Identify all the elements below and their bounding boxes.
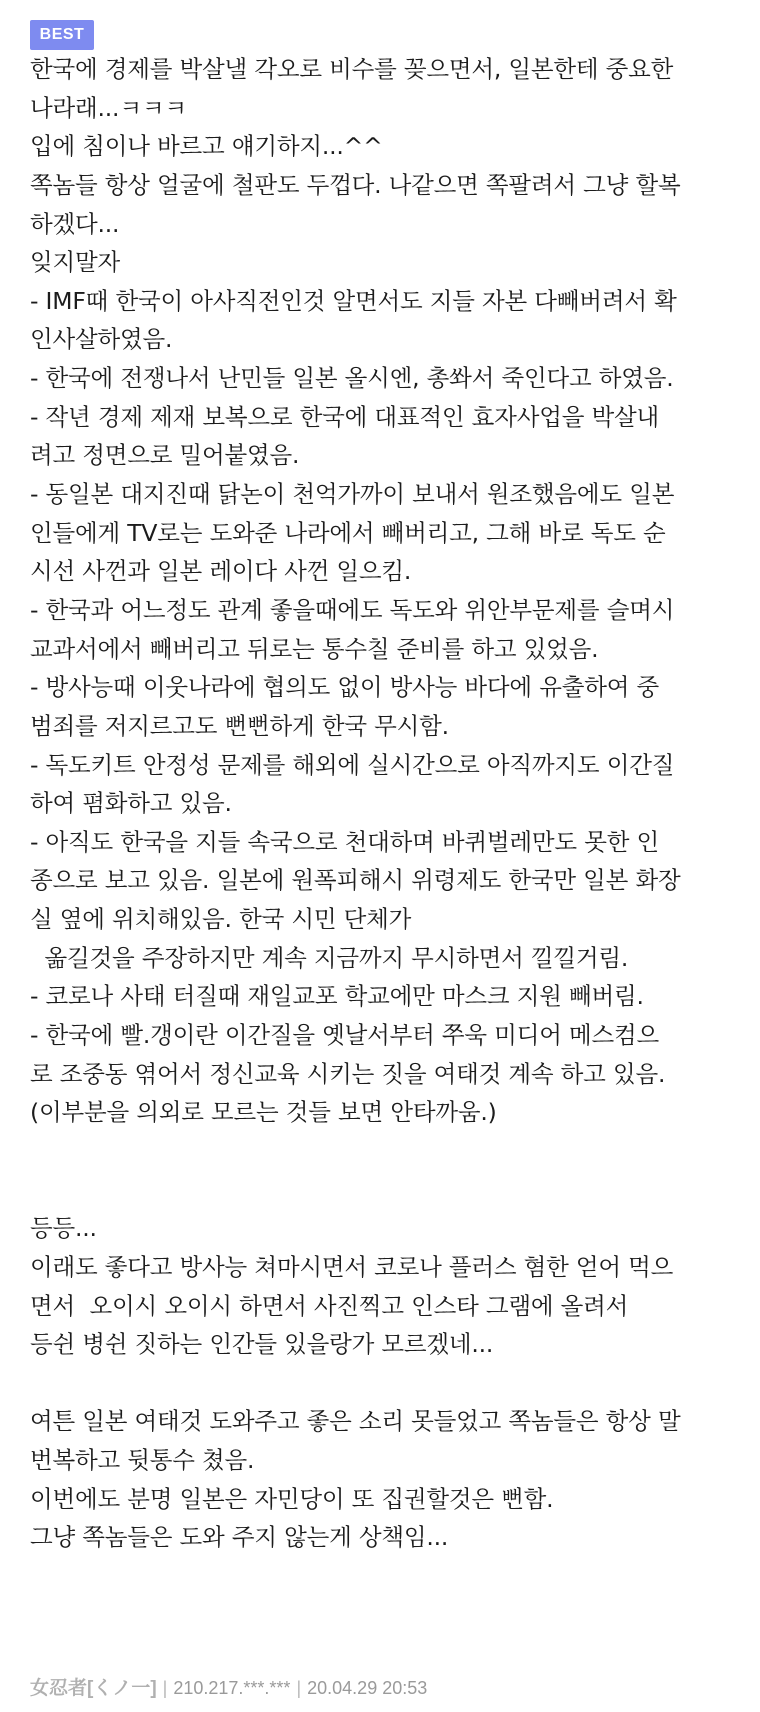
comment-line: - 동일본 대지진때 닭논이 천억가까이 보내서 원조했음에도 일본 [30,480,675,509]
comment-line: 하여 폄화하고 있음. [30,789,232,818]
comment-line: 이번에도 분명 일본은 자민당이 또 집권할것은 뻔함. [30,1484,554,1513]
comment-line: 인들에게 TV로는 도와준 나라에서 빼버리고, 그해 바로 독도 순 [30,518,666,547]
comment-line: 옮길것을 주장하지만 계속 지금까지 무시하면서 낄낄거림. [30,943,629,972]
comment-line: 교과서에서 빼버리고 뒤로는 통수칠 준비를 하고 있었음. [30,634,599,663]
best-badge: BEST [30,20,94,50]
comment-line: - 한국과 어느정도 관계 좋을때에도 독도와 위안부문제를 슬며시 [30,595,675,624]
comment-line: 려고 정면으로 밀어붙였음. [30,441,300,470]
comment-line: 여튼 일본 여태것 도와주고 좋은 소리 못들었고 쪽놈들은 항상 말 [30,1407,681,1436]
comment-line: - 작년 경제 제재 보복으로 한국에 대표적인 효자사업을 박살내 [30,402,659,431]
comment-line: - 방사능때 이웃나라에 협의도 없이 방사능 바다에 유출하여 중 [30,673,659,702]
comment-line: 그냥 쪽놈들은 도와 주지 않는게 상책임... [30,1523,449,1552]
comment-line [30,1171,760,1210]
comment-line: 한국에 경제를 박살낼 각오로 비수를 꽂으면서, 일본한테 중요한 [30,55,674,83]
meta-separator: | [296,1678,302,1698]
comment-line: 범죄를 저지르고도 뻔뻔하게 한국 무시함. [30,711,449,740]
comment-line: 종으로 보고 있음. 일본에 원폭피해시 위령제도 한국만 일본 화장 [30,866,681,895]
comment-line: - 한국에 빨.갱이란 이간질을 옛날서부터 쭈욱 미디어 메스컴으 [30,1021,659,1050]
ip-address: 210.217.***.*** [173,1678,291,1698]
comment-line: (이부분을 의외로 모르는 것들 보면 안타까움.) [30,1098,497,1127]
comment-line: 등쉰 병쉰 짓하는 인간들 있을랑가 모르겠네... [30,1330,494,1359]
comment-line: 잊지말자 [30,248,121,277]
comment-line: 실 옆에 위치해있음. 한국 시민 단체가 [30,905,412,934]
comment-line: 나라래...ㅋㅋㅋ [30,93,187,122]
comment-line: - 한국에 전쟁나서 난민들 일본 올시엔, 총쏴서 죽인다고 하였음. [30,364,674,393]
comment-line: - 독도키트 안정성 문제를 해외에 실시간으로 아직까지도 이간질 [30,750,675,779]
comment-line [30,1132,760,1171]
author-name[interactable]: 女忍者[くノ一] [30,1678,157,1699]
comment-line: 입에 침이나 바르고 얘기하지...^^ [30,132,383,161]
comment-line: 시선 사껀과 일본 레이다 사껀 일으킴. [30,557,412,586]
comment-line: 로 조중동 엮어서 정신교육 시키는 짓을 여태것 계속 하고 있음. [30,1059,666,1088]
comment-meta [30,1674,427,1702]
comment-line: 하겠다... [30,209,120,238]
comment-line: 이래도 좋다고 방사능 쳐마시면서 코로나 플러스 혐한 얻어 먹으 [30,1252,674,1281]
comment-line: 면서 오이시 오이시 하면서 사진찍고 인스타 그램에 올려서 [30,1291,629,1320]
post-date: 20.04.29 20:53 [307,1678,428,1698]
comment-line: 등등... [30,1214,97,1243]
comment-line: - 아직도 한국을 지들 속국으로 천대하며 바퀴벌레만도 못한 인 [30,827,659,856]
comment-line: 번복하고 뒷통수 쳤음. [30,1446,255,1475]
comment-line: 인사살하였음. [30,325,173,354]
comment-body [30,50,760,1557]
meta-separator: | [162,1678,168,1698]
comment-line: - IMF때 한국이 아사직전인것 알면서도 지들 자본 다빼버려서 확 [30,286,677,315]
comment-line [30,1364,760,1403]
comment-line: - 코로나 사태 터질때 재일교포 학교에만 마스크 지원 빼버림. [30,982,644,1011]
comment-line: 쪽놈들 항상 얼굴에 철판도 두껍다. 나같으면 쪽팔려서 그냥 할복 [30,170,681,199]
